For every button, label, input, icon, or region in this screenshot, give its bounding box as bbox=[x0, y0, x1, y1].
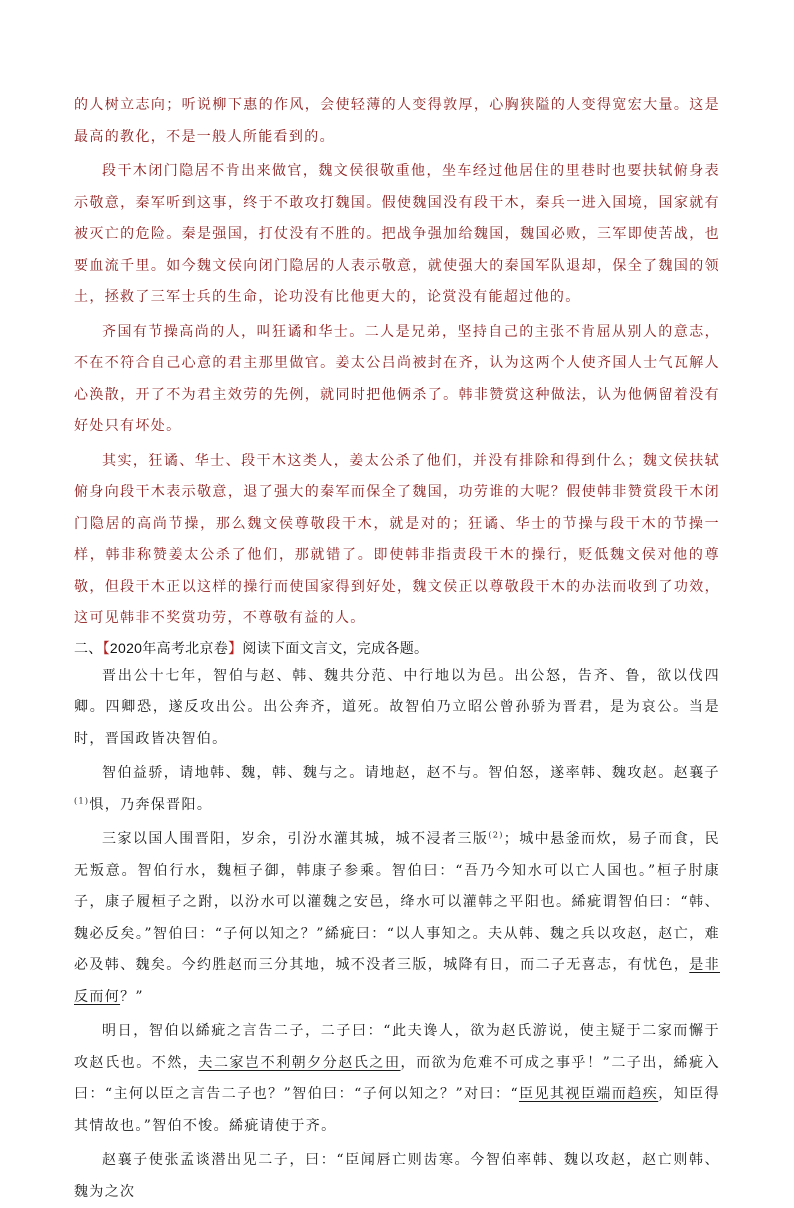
classical-p2-text-b: 惧，乃奔保晋阳。 bbox=[89, 796, 213, 813]
translation-paragraph-4: 其实，狂谲、华士、段干木这类人，姜太公杀了他们，并没有排除和得到什么；魏文侯扶轼俯身向段干木表示敬意，退了强大的秦军而保全了魏国，功劳谁的大呢？假使韩非赞赏段干木闭门隐居的高尚节操，那么魏文侯尊敬段干木，就是对的；狂谲、华士的节操与段干木的节操一样，韩非称赞姜太公杀了他们，那就错了。即使韩非指责段干木的操行，贬低魏文侯对他的尊敬，但段干木正以这样的操行而使国家得到好处，魏文侯正以尊敬段干木的办法而收到了功效，这可见韩非不奖赏功劳，不尊敬有益的人。 bbox=[74, 452, 720, 626]
classical-p3-text-b: ；城中悬釜而炊，易子而食，民无叛意。智伯行水，魏桓子御，韩康子参乘。智伯曰：“吾乃今知水可以亡人国也。”桓子肘康子，康子履桓子之跗，以汾水可以灌魏之安邑，绛水可以灌韩之平阳也。絺疵谓智伯曰：“韩、魏必反矣。”智伯曰：“子何以知之？”絺疵曰：“以人事知之。夫从韩、魏之兵以攻赵，赵亡，难必及韩、魏矣。今约胜赵而三分其地，城不没者三版，城降有日，而二子无喜志，有忧色， bbox=[74, 831, 721, 973]
footnote-marker-1: (1) bbox=[74, 795, 90, 805]
footnote-marker-2: (2) bbox=[488, 830, 504, 840]
classical-paragraph-2 bbox=[74, 758, 720, 821]
classical-paragraph-4 bbox=[74, 1016, 720, 1142]
classical-p2-text-a: 智伯益骄，请地韩、魏，韩、魏与之。请地赵，赵不与。智伯怒，遂率韩、魏攻赵。赵襄子 bbox=[102, 765, 720, 781]
section-number: 二、 bbox=[74, 639, 103, 656]
source-bracket-close: 】 bbox=[228, 639, 243, 656]
classical-p3-text-c: ？” bbox=[120, 988, 144, 1005]
section-heading bbox=[74, 635, 720, 661]
classical-p3-text-a: 三家以国人围晋阳，岁余，引汾水灌其城，城不浸者三版 bbox=[102, 831, 489, 847]
underlined-phrase-2: 夫二家岂不利朝夕分赵氏之田 bbox=[198, 1054, 401, 1071]
underlined-phrase-1: 是非反而何 bbox=[74, 957, 720, 1005]
classical-paragraph-3 bbox=[74, 824, 720, 1013]
translation-paragraph-3: 齐国有节操高尚的人，叫狂谲和华士。二人是兄弟，坚持自己的主张不肯屈从别人的意志，不在不符合自己心意的君主那里做官。姜太公吕尚被封在齐，认为这两个人使齐国人士气瓦解人心涣散，开了不为君主效劳的先例，就同时把他俩杀了。韩非赞赏这种做法，认为他俩留着没有好处只有坏处。 bbox=[74, 323, 720, 434]
translation-paragraph-1: 的人树立志向；听说柳下惠的作风，会使轻薄的人变得敦厚，心胸狭隘的人变得宽宏大量。这是最高的教化，不是一般人所能看到的。 bbox=[74, 97, 720, 145]
translation-paragraph-2: 段干木闭门隐居不肯出来做官，魏文侯很敬重他，坐车经过他居住的里巷时也要扶轼俯身表示敬意，秦军听到这事，终于不敢攻打魏国。假使魏国没有段干木，秦兵一进入国境，国家就有被灭亡的危险。秦是强国，打仗没有不胜的。把战争强加给魏国，魏国必败，三军即使苦战，也要血流千里。如今魏文侯向闭门隐居的人表示敬意，就使强大的秦国军队退却，保全了魏国的领土，拯救了三军士兵的生命，论功没有比他更大的，论赏没有能超过他的。 bbox=[74, 163, 720, 305]
classical-p4-text-a: 明日，智伯以絺疵之言告二子，二子曰：“此夫谗人，欲为赵氏游说，使主疑于二家而懈于攻赵氏也。不然， bbox=[74, 1023, 720, 1071]
classical-paragraph-1: 晋出公十七年，智伯与赵、韩、魏共分范、中行地以为邑。出公怒，告齐、鲁，欲以伐四卿。四卿恐，遂反攻出公。出公奔齐，道死。故智伯乃立昭公曾孙骄为晋君，是为哀公。当是时，晋国政皆决智伯。 bbox=[74, 667, 720, 747]
section-instruction: 阅读下面文言文，完成各题。 bbox=[242, 639, 429, 656]
classical-p4-text-c: ，知臣得其情故也。”智伯不悛。絺疵请使于齐。 bbox=[74, 1086, 720, 1134]
underlined-phrase-3: 臣见其视臣端而趋疾 bbox=[518, 1086, 659, 1102]
source-bracket-open: 【 bbox=[102, 639, 110, 656]
classical-paragraph-5: 赵襄子使张孟谈潜出见二子，曰：“臣闻唇亡则齿寒。今智伯率韩、魏以攻赵，赵亡则韩、魏为之次 bbox=[74, 1152, 720, 1200]
classical-p4-text-b: ，而欲为危难不可成之事乎！”二子出，絺疵入曰：“主何以臣之言告二子也？”智伯曰：“子何以知之？”对曰：“ bbox=[74, 1054, 720, 1102]
source-label: 2020年高考北京卷 bbox=[109, 639, 229, 656]
